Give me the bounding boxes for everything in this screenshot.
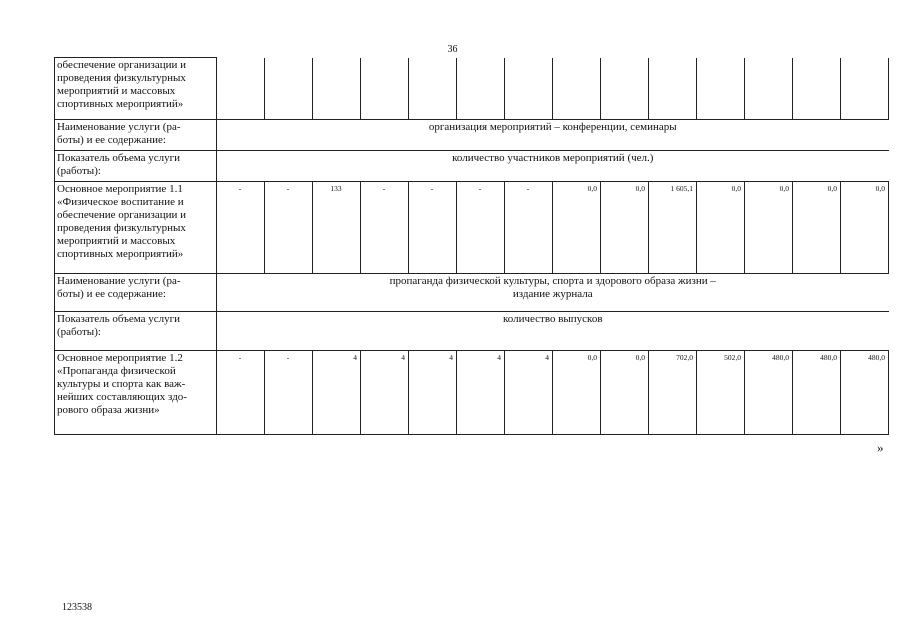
row-description [55,151,217,182]
value-cell: - [265,182,313,274]
value-cell [217,58,265,120]
desc-line: «Физическое воспитание и [57,196,184,208]
value-cell: - [361,182,409,274]
value-cell [745,58,793,120]
desc-line: спортивных мероприятий» [57,248,184,260]
desc-line: обеспечение организации и [57,59,186,71]
desc-line: культуры и спорта как важ- [57,378,186,390]
value-cell [265,58,313,120]
value-cell: 0,0 [553,351,601,435]
value-cell: 502,0 [697,351,745,435]
value-cell [841,58,889,120]
span-line: издание журнала [512,288,593,300]
value-cell [649,58,697,120]
desc-line: Основное мероприятие 1.1 [57,183,183,195]
table-row [55,351,889,435]
span-line: количество выпусков [502,313,603,325]
value-cell [457,58,505,120]
span-line: организация мероприятий – конференции, семинары [428,121,677,133]
desc-line: мероприятий и массовых [57,85,176,97]
row-description [55,351,217,435]
value-cell: 4 [505,351,553,435]
value-cell: - [457,182,505,274]
row-description [55,312,217,351]
value-cell [409,58,457,120]
value-cell: - [217,351,265,435]
row-description [55,58,217,120]
table-row [55,274,889,312]
closing-quote: » [877,440,884,455]
desc-line: Показатель объема услуги [57,152,181,164]
value-cell [601,58,649,120]
row-description [55,182,217,274]
desc-line: Наименование услуги (ра- [57,121,181,133]
value-cell: 0,0 [601,182,649,274]
desc-line: проведения физкультурных [57,72,186,84]
value-cell [313,58,361,120]
desc-line: «Пропаганда физической [57,365,176,377]
budget-table [54,57,889,435]
value-cell: 480,0 [793,351,841,435]
value-cell [553,58,601,120]
value-cell: 4 [457,351,505,435]
service-content [217,274,889,312]
document-code: 123538 [62,602,92,613]
table-row [55,58,889,120]
desc-line: боты) и ее содержание: [57,134,166,146]
table-row [55,151,889,182]
desc-line: мероприятий и массовых [57,235,176,247]
desc-line: проведения физкультурных [57,222,186,234]
desc-line: Основное мероприятие 1.2 [57,352,183,364]
service-content [217,120,889,151]
table-row [55,312,889,351]
value-cell: 0,0 [553,182,601,274]
desc-line: боты) и ее содержание: [57,288,166,300]
desc-line: обеспечение организации и [57,209,186,221]
desc-line: Показатель объема услуги [57,313,181,325]
desc-line: нейших составляющих здо- [57,391,187,403]
value-cell [697,58,745,120]
value-cell: 4 [409,351,457,435]
value-cell [361,58,409,120]
value-cell: - [409,182,457,274]
span-line: пропаганда физической культуры, спорта и здорового образа жизни – [389,275,716,287]
desc-line: (работы): [57,165,101,177]
value-cell: 4 [313,351,361,435]
value-cell: - [217,182,265,274]
table-row [55,182,889,274]
desc-line: (работы): [57,326,101,338]
value-cell: 1 605,1 [649,182,697,274]
value-cell: 4 [361,351,409,435]
span-line: количество участников мероприятий (чел.) [452,152,654,164]
volume-indicator [217,151,889,182]
desc-line: рового образа жизни» [57,404,160,416]
value-cell: 0,0 [697,182,745,274]
table-row [55,120,889,151]
value-cell: - [505,182,553,274]
page-number: 36 [447,44,458,55]
value-cell [505,58,553,120]
value-cell: 480,0 [745,351,793,435]
value-cell [793,58,841,120]
value-cell: 0,0 [841,182,889,274]
value-cell: 0,0 [793,182,841,274]
volume-indicator [217,312,889,351]
value-cell: 480,0 [841,351,889,435]
value-cell: 0,0 [745,182,793,274]
value-cell: 133 [313,182,361,274]
value-cell: - [265,351,313,435]
desc-line: Наименование услуги (ра- [57,275,181,287]
value-cell: 702,0 [649,351,697,435]
row-description [55,274,217,312]
value-cell: 0,0 [601,351,649,435]
row-description [55,120,217,151]
desc-line: спортивных мероприятий» [57,98,184,110]
